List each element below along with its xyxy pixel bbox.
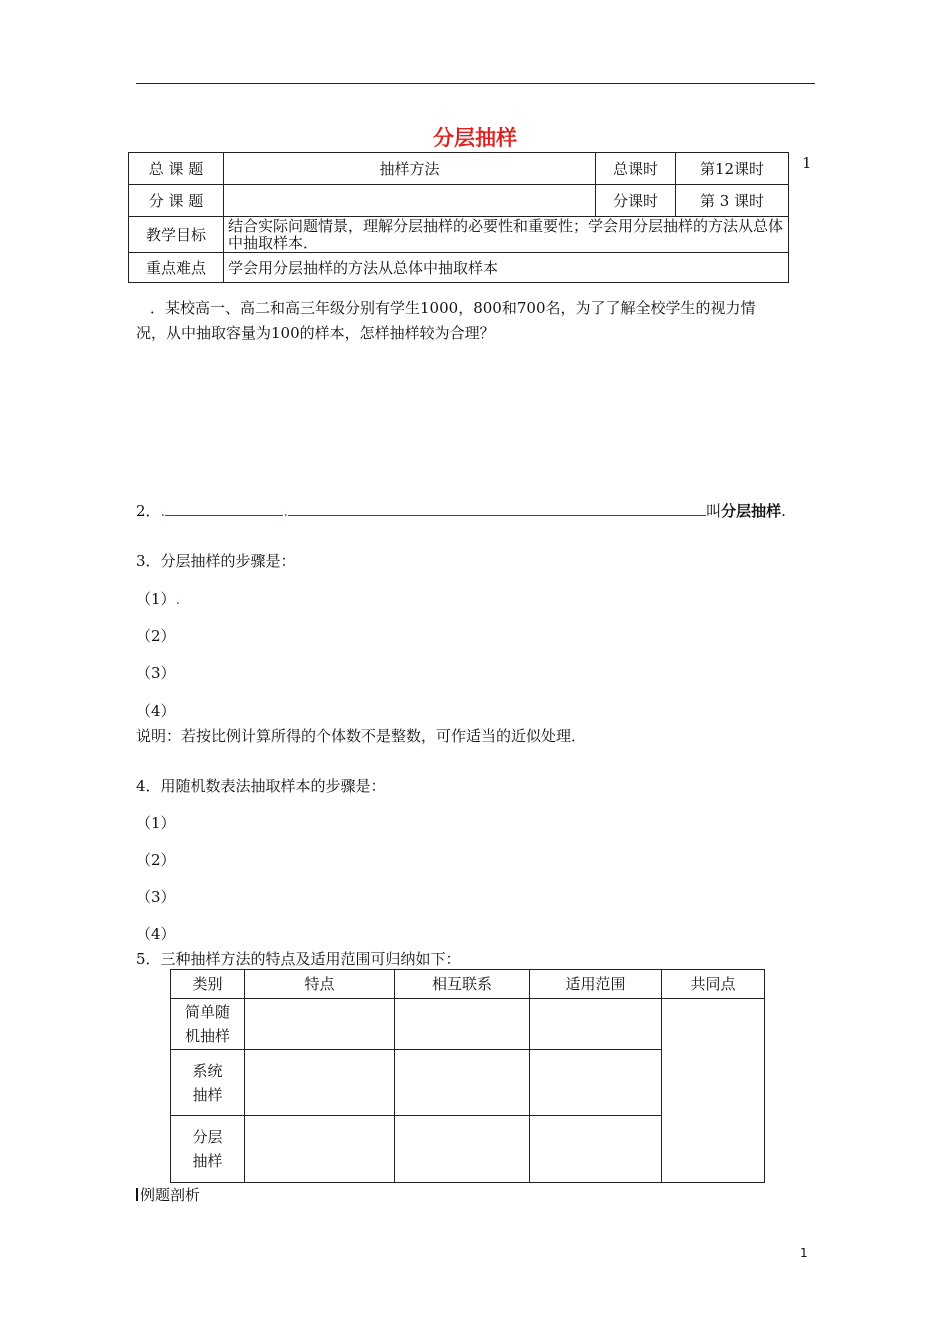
q4-title: 4．用随机数表法抽取样本的步骤是： [136, 777, 386, 795]
cell-relation[interactable] [395, 1050, 530, 1116]
cell-relation[interactable] [395, 999, 530, 1050]
q4-step-2: （2） [136, 851, 176, 869]
total-topic-label: 总 课 题 [129, 153, 224, 185]
fill-blank-mark-2: . [283, 502, 289, 520]
sub-hours-label: 分课时 [596, 185, 676, 217]
cell-scope[interactable] [530, 1050, 662, 1116]
row-label-line: 简单随 [184, 1003, 230, 1021]
cell-features[interactable] [245, 999, 395, 1050]
q3-step-1-label: （1） [136, 590, 176, 608]
header-scope: 适用范围 [530, 970, 662, 999]
q1-prefix: ．某校高一、高二和高三年级分别有学生 [150, 299, 421, 317]
q2-suffix-c: . [781, 502, 786, 520]
row-label-line: 抽样 [192, 1085, 223, 1104]
info-row-key-points [129, 253, 789, 283]
sub-topic-value [224, 185, 596, 217]
cell-common[interactable] [662, 999, 765, 1183]
total-topic-value: 抽样方法 [224, 153, 596, 185]
cell-scope[interactable] [530, 1116, 662, 1183]
key-label: 重点难点 [129, 253, 224, 283]
sub-hours-value: 第 3 课时 [676, 185, 789, 217]
q1-and: 和 [501, 299, 517, 317]
header-category: 类别 [171, 970, 245, 999]
q5-title: 5．三种抽样方法的特点及适用范围可归纳如下： [136, 950, 461, 968]
q2-number: 2． [136, 502, 161, 520]
q4-step-4: （4） [136, 925, 176, 943]
table-row [171, 999, 765, 1050]
fill-blank-mark: . [160, 502, 166, 520]
q3-step-2: （2） [136, 627, 176, 645]
lesson-info-table [128, 152, 789, 283]
q1-line2-a: 况，从中抽取容量为 [136, 324, 272, 342]
row-label-simple-random [171, 999, 245, 1050]
q1-separator: ， [458, 299, 474, 317]
key-value: 学会用分层抽样的方法从总体中抽取样本 [224, 253, 789, 283]
row-label-line: 系统 [192, 1061, 223, 1080]
row-label-line: 分层 [192, 1128, 223, 1146]
question-1-line-2 [136, 321, 820, 346]
row-label-systematic [171, 1050, 245, 1116]
section-heading [136, 1184, 200, 1205]
q3-step-1 [136, 588, 180, 609]
q1-number-800: 800 [473, 299, 502, 317]
info-row-sub-topic [129, 185, 789, 217]
q1-middle-text: 名，为了了解全校学生的视力情 [545, 299, 756, 317]
sampling-methods-table [170, 969, 765, 1183]
page-number: 1 [800, 1246, 808, 1260]
row-label-stratified [171, 1116, 245, 1183]
question-1 [136, 296, 820, 346]
header-common: 共同点 [662, 970, 765, 999]
row-label-line: 抽样 [192, 1152, 223, 1170]
question-2 [136, 500, 816, 522]
q4-step-1: （1） [136, 814, 176, 832]
q3-step-4: （4） [136, 702, 176, 720]
q3-note: 说明：若按比例计算所得的个体数不是整数，可作适当的近似处理． [136, 727, 587, 745]
goal-value: 结合实际问题情景，理解分层抽样的必要性和重要性；学会用分层抽样的方法从总体中抽取样本． [224, 217, 789, 253]
page-title: 分层抽样 [433, 126, 517, 150]
cell-features[interactable] [245, 1116, 395, 1183]
q3-title: 3．分层抽样的步骤是： [136, 552, 296, 570]
methods-header-row [171, 970, 765, 999]
goal-label: 教学目标 [129, 217, 224, 253]
q1-number-1000: 1000 [420, 299, 459, 317]
cell-features[interactable] [245, 1050, 395, 1116]
section-heading-text: 例题剖析 [140, 1186, 201, 1204]
total-hours-value: 第12课时 [676, 153, 789, 185]
q1-number-100: 100 [271, 324, 300, 342]
step-mark: . [175, 590, 181, 608]
fill-blank-line-2[interactable] [288, 515, 706, 516]
question-1-line-1 [150, 296, 820, 321]
row-label-line: 机抽样 [184, 1027, 230, 1045]
header-features: 特点 [245, 970, 395, 999]
cell-scope[interactable] [530, 999, 662, 1050]
q4-step-3: （3） [136, 888, 176, 906]
side-number: 1 [802, 154, 812, 172]
cell-relation[interactable] [395, 1116, 530, 1183]
q3-step-3: （3） [136, 664, 176, 682]
total-hours-label: 总课时 [596, 153, 676, 185]
info-row-goal [129, 217, 789, 253]
q1-line2-b: 的样本，怎样抽样较为合理？ [299, 324, 495, 342]
sub-topic-label: 分 课 题 [129, 185, 224, 217]
cursor-mark [136, 1188, 138, 1201]
fill-blank-line-1[interactable] [165, 515, 283, 516]
info-row-total-topic [129, 153, 789, 185]
header-rule [136, 83, 815, 84]
header-relation: 相互联系 [395, 970, 530, 999]
q1-number-700: 700 [516, 299, 546, 317]
q2-suffix-a: 叫 [706, 502, 722, 520]
q2-term: 分层抽样 [721, 502, 782, 520]
